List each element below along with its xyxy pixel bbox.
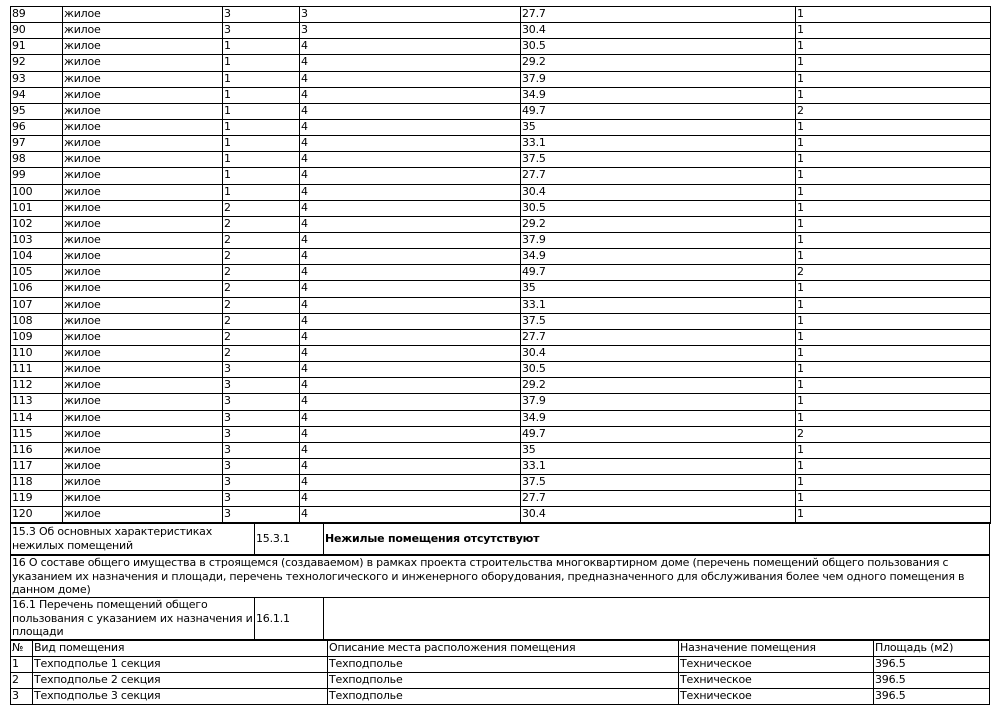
- apt-rooms: 1: [796, 507, 991, 523]
- table-row: [11, 249, 991, 265]
- apt-type: жилое: [63, 281, 223, 297]
- apt-number: 94: [11, 87, 63, 103]
- apt-rooms: 1: [796, 249, 991, 265]
- apt-rooms: 1: [796, 23, 991, 39]
- apt-section: 1: [223, 87, 300, 103]
- apt-rooms: 1: [796, 232, 991, 248]
- apt-floor: 4: [300, 329, 521, 345]
- apt-type: жилое: [63, 297, 223, 313]
- apt-area: 37.5: [521, 152, 796, 168]
- apt-floor: 4: [300, 232, 521, 248]
- apt-section: 2: [223, 265, 300, 281]
- apt-floor: 4: [300, 55, 521, 71]
- apt-floor: 4: [300, 200, 521, 216]
- table-row: [11, 184, 991, 200]
- col-location: Техподполье: [328, 657, 679, 673]
- apt-rooms: 1: [796, 216, 991, 232]
- apt-type: жилое: [63, 475, 223, 491]
- apt-floor: 4: [300, 136, 521, 152]
- apt-type: жилое: [63, 200, 223, 216]
- apt-type: жилое: [63, 232, 223, 248]
- apt-section: 3: [223, 507, 300, 523]
- col-location-header: Описание места расположения помещения: [328, 641, 679, 657]
- apt-area: 35: [521, 119, 796, 135]
- apt-number: 92: [11, 55, 63, 71]
- apt-area: 37.5: [521, 313, 796, 329]
- table-row: [11, 55, 991, 71]
- apt-number: 89: [11, 7, 63, 23]
- apt-rooms: 2: [796, 103, 991, 119]
- table-row: [11, 7, 991, 23]
- table-row: [11, 23, 991, 39]
- apt-floor: 4: [300, 475, 521, 491]
- apt-floor: 4: [300, 103, 521, 119]
- apt-area: 27.7: [521, 7, 796, 23]
- apt-rooms: 1: [796, 442, 991, 458]
- apt-number: 112: [11, 378, 63, 394]
- apt-rooms: 1: [796, 168, 991, 184]
- apt-number: 104: [11, 249, 63, 265]
- apt-rooms: 1: [796, 55, 991, 71]
- col-area-header: Площадь (м2): [874, 641, 990, 657]
- apt-type: жилое: [63, 491, 223, 507]
- section-16-1-value: [324, 598, 990, 640]
- apt-section: 3: [223, 491, 300, 507]
- common-premises-table: [10, 640, 990, 705]
- table-row: [11, 394, 991, 410]
- apt-floor: 4: [300, 87, 521, 103]
- apt-rooms: 1: [796, 394, 991, 410]
- apt-type: жилое: [63, 410, 223, 426]
- apt-section: 3: [223, 458, 300, 474]
- apt-area: 37.9: [521, 394, 796, 410]
- apt-rooms: 1: [796, 362, 991, 378]
- apt-area: 49.7: [521, 265, 796, 281]
- apt-area: 29.2: [521, 216, 796, 232]
- apt-floor: 4: [300, 426, 521, 442]
- col-purpose: Техническое: [679, 657, 874, 673]
- table-row: [11, 689, 990, 705]
- apt-floor: 4: [300, 345, 521, 361]
- apt-section: 3: [223, 362, 300, 378]
- apt-area: 49.7: [521, 426, 796, 442]
- apt-number: 102: [11, 216, 63, 232]
- apt-floor: 4: [300, 265, 521, 281]
- apt-type: жилое: [63, 71, 223, 87]
- table-row: [11, 410, 991, 426]
- apt-area: 27.7: [521, 329, 796, 345]
- col-purpose: Техническое: [679, 689, 874, 705]
- apt-number: 97: [11, 136, 63, 152]
- apt-section: 2: [223, 249, 300, 265]
- table-row: [11, 329, 991, 345]
- apt-area: 30.4: [521, 345, 796, 361]
- apt-rooms: 1: [796, 87, 991, 103]
- col-location: Техподполье: [328, 673, 679, 689]
- apt-type: жилое: [63, 103, 223, 119]
- apt-rooms: 1: [796, 313, 991, 329]
- apt-floor: 3: [300, 7, 521, 23]
- apt-area: 30.5: [521, 362, 796, 378]
- apt-type: жилое: [63, 394, 223, 410]
- table-row: [11, 87, 991, 103]
- apt-floor: 4: [300, 458, 521, 474]
- apt-number: 116: [11, 442, 63, 458]
- apt-floor: 4: [300, 378, 521, 394]
- apt-section: 3: [223, 475, 300, 491]
- apt-area: 33.1: [521, 136, 796, 152]
- apt-type: жилое: [63, 426, 223, 442]
- apt-number: 91: [11, 39, 63, 55]
- apt-type: жилое: [63, 168, 223, 184]
- apt-area: 30.4: [521, 184, 796, 200]
- apt-type: жилое: [63, 329, 223, 345]
- apt-type: жилое: [63, 87, 223, 103]
- apt-number: 98: [11, 152, 63, 168]
- table-row: [11, 152, 991, 168]
- apt-floor: 4: [300, 119, 521, 135]
- apt-number: 117: [11, 458, 63, 474]
- apt-type: жилое: [63, 39, 223, 55]
- apt-type: жилое: [63, 55, 223, 71]
- apt-floor: 4: [300, 491, 521, 507]
- section-15-3-label: 15.3 Об основных характеристиках нежилых помещений: [11, 523, 255, 555]
- apt-area: 35: [521, 281, 796, 297]
- apt-area: 30.5: [521, 39, 796, 55]
- apt-type: жилое: [63, 136, 223, 152]
- apt-floor: 4: [300, 410, 521, 426]
- apt-number: 106: [11, 281, 63, 297]
- apt-number: 100: [11, 184, 63, 200]
- apt-rooms: 2: [796, 265, 991, 281]
- apt-area: 49.7: [521, 103, 796, 119]
- apt-section: 1: [223, 39, 300, 55]
- apt-number: 110: [11, 345, 63, 361]
- col-number: 2: [11, 673, 33, 689]
- apt-area: 27.7: [521, 168, 796, 184]
- apt-area: 27.7: [521, 491, 796, 507]
- apt-floor: 4: [300, 216, 521, 232]
- apt-section: 3: [223, 7, 300, 23]
- apt-number: 99: [11, 168, 63, 184]
- table-row: [11, 378, 991, 394]
- apt-number: 93: [11, 71, 63, 87]
- col-room-type: Техподполье 2 секция: [33, 673, 328, 689]
- col-number: 3: [11, 689, 33, 705]
- apt-area: 29.2: [521, 378, 796, 394]
- apt-rooms: 1: [796, 39, 991, 55]
- apt-rooms: 1: [796, 200, 991, 216]
- apt-floor: 4: [300, 362, 521, 378]
- table-row: [11, 458, 991, 474]
- apt-type: жилое: [63, 265, 223, 281]
- apt-section: 3: [223, 410, 300, 426]
- section-15-3-code: 15.3.1: [255, 523, 324, 555]
- table-row: [11, 281, 991, 297]
- apt-section: 3: [223, 394, 300, 410]
- apt-floor: 4: [300, 184, 521, 200]
- table-row: [11, 673, 990, 689]
- table-row: [11, 657, 990, 673]
- table-row: [11, 426, 991, 442]
- apt-floor: 4: [300, 281, 521, 297]
- apt-section: 1: [223, 184, 300, 200]
- apt-area: 30.5: [521, 200, 796, 216]
- col-area: 396.5: [874, 673, 990, 689]
- apt-area: 29.2: [521, 55, 796, 71]
- apt-section: 2: [223, 345, 300, 361]
- table-row: [11, 103, 991, 119]
- apt-rooms: 1: [796, 378, 991, 394]
- apt-section: 2: [223, 216, 300, 232]
- apt-number: 101: [11, 200, 63, 216]
- table-row: [11, 39, 991, 55]
- apt-floor: 4: [300, 249, 521, 265]
- table-row: [11, 168, 991, 184]
- apt-number: 107: [11, 297, 63, 313]
- apt-number: 120: [11, 507, 63, 523]
- apt-section: 1: [223, 152, 300, 168]
- apt-section: 1: [223, 168, 300, 184]
- apt-area: 30.4: [521, 507, 796, 523]
- apt-type: жилое: [63, 7, 223, 23]
- table-row: [11, 297, 991, 313]
- apt-number: 118: [11, 475, 63, 491]
- apt-number: 115: [11, 426, 63, 442]
- table-row: [11, 265, 991, 281]
- col-number: 1: [11, 657, 33, 673]
- apt-rooms: 1: [796, 119, 991, 135]
- table-row: [11, 345, 991, 361]
- table-row: [11, 442, 991, 458]
- apt-area: 37.9: [521, 232, 796, 248]
- apt-number: 114: [11, 410, 63, 426]
- section-16-text: 16 О составе общего имущества в строящемся (создаваемом) в рамках проекта строительства многоквартирном доме (перечень помещений общего пользования с указанием их назначения и площади, перечень технологического и инженерного оборудования, предназначенного для обслуживания более чем одного помещения в данном доме): [11, 556, 990, 598]
- apt-rooms: 1: [796, 136, 991, 152]
- section-16-1-label: 16.1 Перечень помещений общего пользования с указанием их назначения и площади: [12, 598, 253, 639]
- apt-rooms: 1: [796, 281, 991, 297]
- table-row: [11, 313, 991, 329]
- table-row: [11, 200, 991, 216]
- section-16-1-code: 16.1.1: [255, 598, 324, 640]
- apt-rooms: 1: [796, 71, 991, 87]
- apt-area: 33.1: [521, 297, 796, 313]
- apt-section: 1: [223, 119, 300, 135]
- apt-section: 3: [223, 378, 300, 394]
- apt-number: 111: [11, 362, 63, 378]
- apt-section: 1: [223, 103, 300, 119]
- apartments-table: [10, 6, 991, 524]
- apt-number: 90: [11, 23, 63, 39]
- apt-number: 96: [11, 119, 63, 135]
- apt-section: 2: [223, 281, 300, 297]
- apt-type: жилое: [63, 362, 223, 378]
- apt-rooms: 2: [796, 426, 991, 442]
- apt-floor: 3: [300, 23, 521, 39]
- apt-section: 3: [223, 23, 300, 39]
- apt-area: 34.9: [521, 87, 796, 103]
- table-row: [11, 119, 991, 135]
- apt-type: жилое: [63, 184, 223, 200]
- apt-number: 105: [11, 265, 63, 281]
- apt-type: жилое: [63, 249, 223, 265]
- apt-rooms: 1: [796, 410, 991, 426]
- col-purpose-header: Назначение помещения: [679, 641, 874, 657]
- apt-section: 2: [223, 232, 300, 248]
- col-area: 396.5: [874, 689, 990, 705]
- apt-rooms: 1: [796, 491, 991, 507]
- table-row: [11, 475, 991, 491]
- apt-rooms: 1: [796, 458, 991, 474]
- apt-section: 3: [223, 442, 300, 458]
- apt-floor: 4: [300, 507, 521, 523]
- apt-number: 103: [11, 232, 63, 248]
- apt-number: 119: [11, 491, 63, 507]
- apt-number: 108: [11, 313, 63, 329]
- apt-type: жилое: [63, 23, 223, 39]
- apt-rooms: 1: [796, 297, 991, 313]
- apt-floor: 4: [300, 39, 521, 55]
- apt-floor: 4: [300, 152, 521, 168]
- col-room-type: Техподполье 3 секция: [33, 689, 328, 705]
- apt-rooms: 1: [796, 345, 991, 361]
- section-15-3: [10, 522, 990, 555]
- col-room-type-header: Вид помещения: [33, 641, 328, 657]
- table-row: [11, 216, 991, 232]
- apt-section: 1: [223, 136, 300, 152]
- col-room-type: Техподполье 1 секция: [33, 657, 328, 673]
- apt-rooms: 1: [796, 475, 991, 491]
- apt-number: 95: [11, 103, 63, 119]
- apt-floor: 4: [300, 313, 521, 329]
- apt-area: 37.5: [521, 475, 796, 491]
- apt-type: жилое: [63, 458, 223, 474]
- apt-floor: 4: [300, 442, 521, 458]
- apt-section: 1: [223, 55, 300, 71]
- col-purpose: Техническое: [679, 673, 874, 689]
- apt-section: 2: [223, 313, 300, 329]
- table-row: [11, 507, 991, 523]
- apt-section: 2: [223, 200, 300, 216]
- table-row: [11, 491, 991, 507]
- table-row: [11, 136, 991, 152]
- apt-type: жилое: [63, 345, 223, 361]
- section-16-1: [10, 597, 990, 640]
- apt-rooms: 1: [796, 7, 991, 23]
- apt-type: жилое: [63, 507, 223, 523]
- apt-area: 37.9: [521, 71, 796, 87]
- apt-number: 109: [11, 329, 63, 345]
- col-area: 396.5: [874, 657, 990, 673]
- apt-section: 2: [223, 329, 300, 345]
- apt-area: 30.4: [521, 23, 796, 39]
- apt-floor: 4: [300, 168, 521, 184]
- apt-rooms: 1: [796, 152, 991, 168]
- apt-floor: 4: [300, 71, 521, 87]
- apt-section: 3: [223, 426, 300, 442]
- table-row: [11, 71, 991, 87]
- apt-type: жилое: [63, 442, 223, 458]
- apt-area: 34.9: [521, 249, 796, 265]
- table-row: [11, 232, 991, 248]
- col-location: Техподполье: [328, 689, 679, 705]
- section-15-3-value: Нежилые помещения отсутствуют: [324, 523, 990, 555]
- apt-area: 34.9: [521, 410, 796, 426]
- apt-type: жилое: [63, 378, 223, 394]
- apt-rooms: 1: [796, 329, 991, 345]
- apt-number: 113: [11, 394, 63, 410]
- section-16: [10, 555, 990, 598]
- apt-area: 33.1: [521, 458, 796, 474]
- apt-floor: 4: [300, 297, 521, 313]
- table-row: [11, 362, 991, 378]
- apt-type: жилое: [63, 313, 223, 329]
- apt-rooms: 1: [796, 184, 991, 200]
- apt-type: жилое: [63, 152, 223, 168]
- apt-type: жилое: [63, 119, 223, 135]
- apt-area: 35: [521, 442, 796, 458]
- apt-section: 2: [223, 297, 300, 313]
- apt-floor: 4: [300, 394, 521, 410]
- apt-type: жилое: [63, 216, 223, 232]
- apt-section: 1: [223, 71, 300, 87]
- col-number-header: №: [11, 641, 33, 657]
